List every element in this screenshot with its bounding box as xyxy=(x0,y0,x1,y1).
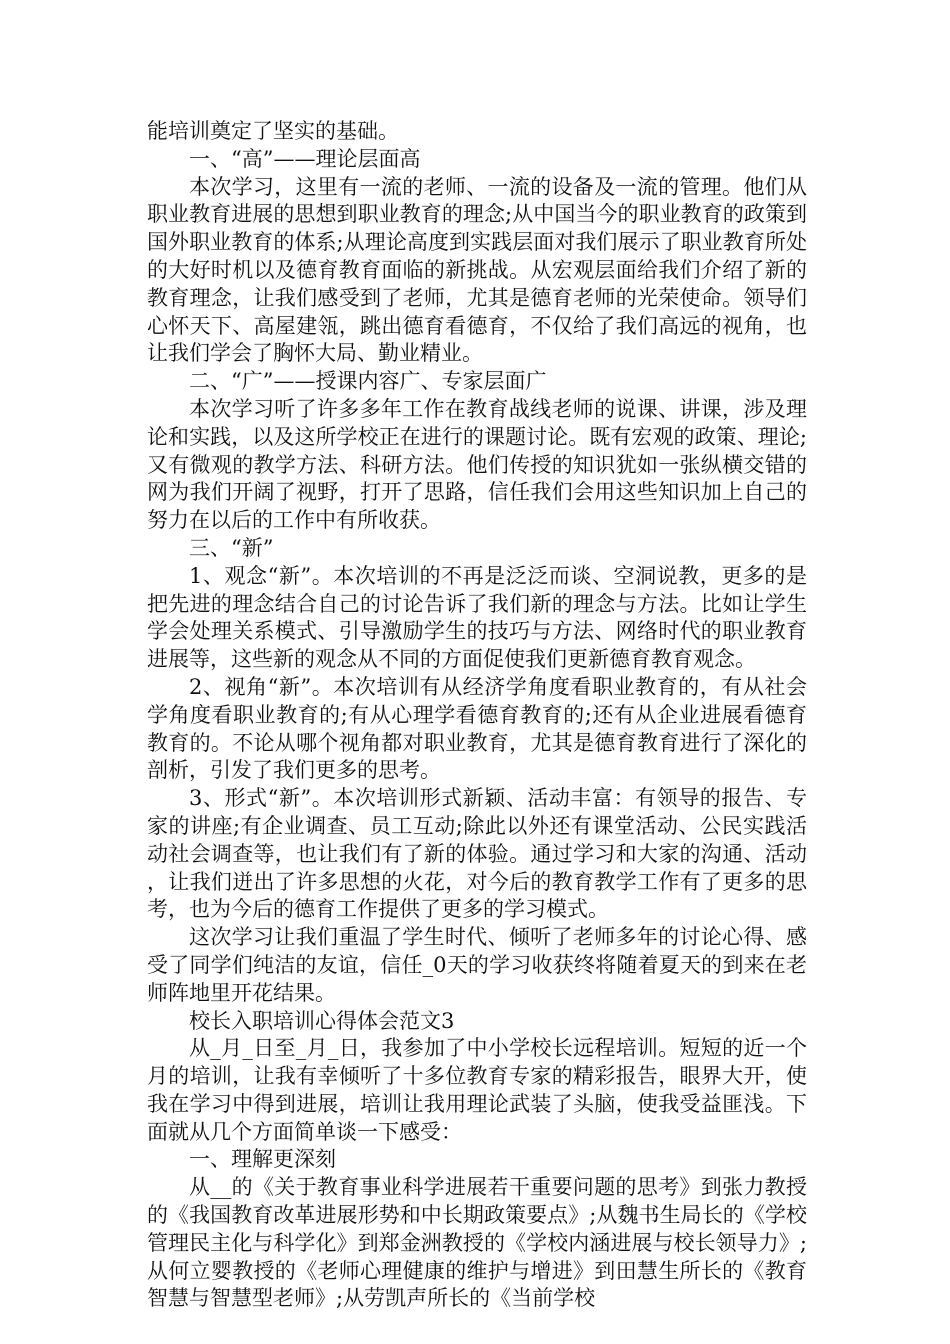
paragraph-form-new: 3、形式“新”。本次培训形式新颖、活动丰富：有领导的报告、专家的讲座;有企业调查、员工互动;除此以外还有课堂活动、公民实践活动社会调查等，也让我们有了新的体验。通过学习和大家的沟通、活动，让我们迸出了许多思想的火花，对今后的教育教学工作有了更多的思考，也为今后的德育工作提供了更多的学习模式。 xyxy=(147,786,807,922)
essay-title-3: 校长入职培训心得体会范文3 xyxy=(189,1008,455,1033)
paragraph-1: 能培训奠定了坚实的基础。 xyxy=(147,119,399,143)
paragraph-14: 从__的《关于教育事业科学进展若干重要问题的思考》到张力教授的《我国教育改革进展形势和中长期政策要点》;从魏书生局长的《学校管理民主化与科学化》到郑金洲教授的《学校内涵进展与校长领导力》;从何立婴教授的《老师心理健康的维护与增进》到田慧生所长的《教育智慧与智慧型老师》;从劳凯声所长的《当前学校 xyxy=(147,1175,807,1311)
section-heading-understanding: 一、理解更深刻 xyxy=(189,1147,336,1172)
paragraph-5: 本次学习听了许多多年工作在教育战线老师的说课、讲课，涉及理论和实践，以及这所学校正在进行的课题讨论。既有宏观的政策、理论;又有微观的教学方法、科研方法。他们传授的知识犹如一张纵横交错的网为我们开阔了视野，打开了思路，信任我们会用这些知识加上自己的努力在以后的工作中有所收获。 xyxy=(147,396,807,533)
paragraph-12: 从_月_日至_月_日，我参加了中小学校长远程培训。短短的近一个月的培训，让我有幸倾听了十多位教育专家的精彩报告，眼界大开，使我在学习中得到进展，培训让我用理论武装了头脑，使我受益匪浅。下面就从几个方面简单谈一下感受： xyxy=(147,1036,807,1144)
section-heading-wide: 二、“广”——授课内容广、专家层面广 xyxy=(189,369,547,394)
paragraph-concept-new: 1、观念“新”。本次培训的不再是泛泛而谈、空洞说教，更多的是把先进的理念结合自己的讨论告诉了我们新的理念与方法。比如让学生学会处理关系模式、引导激励学生的技巧与方法、网络时代的职业教育进展等，这些新的观念从不同的方面促使我们更新德育教育观念。 xyxy=(147,563,807,672)
document-page xyxy=(147,118,807,1313)
paragraph-10: 这次学习让我们重温了学生时代、倾听了老师多年的讨论心得、感受了同学们纯洁的友谊，信任_0天的学习收获终将随着夏天的到来在老师阵地里开花结果。 xyxy=(147,925,807,1005)
section-heading-high: 一、“高”——理论层面高 xyxy=(189,146,421,171)
paragraph-perspective-new: 2、视角“新”。本次培训有从经济学角度看职业教育的，有从社会学角度看职业教育的;有从心理学看德育教育的;还有从企业进展看德育教育的。不论从哪个视角都对职业教育，尤其是德育教育进行了深化的剖析，引发了我们更多的思考。 xyxy=(147,674,807,783)
paragraph-3: 本次学习，这里有一流的老师、一流的设备及一流的管理。他们从职业教育进展的思想到职业教育的理念;从中国当今的职业教育的政策到国外职业教育的体系;从理论高度到实践层面对我们展示了职业教育所处的大好时机以及德育教育面临的新挑战。从宏观层面给我们介绍了新的教育理念，让我们感受到了老师，尤其是德育老师的光荣使命。领导们心怀天下、高屋建瓴，跳出德育看德育，不仅给了我们高远的视角，也让我们学会了胸怀大局、勤业精业。 xyxy=(147,174,807,366)
section-heading-new: 三、“新” xyxy=(189,535,274,560)
